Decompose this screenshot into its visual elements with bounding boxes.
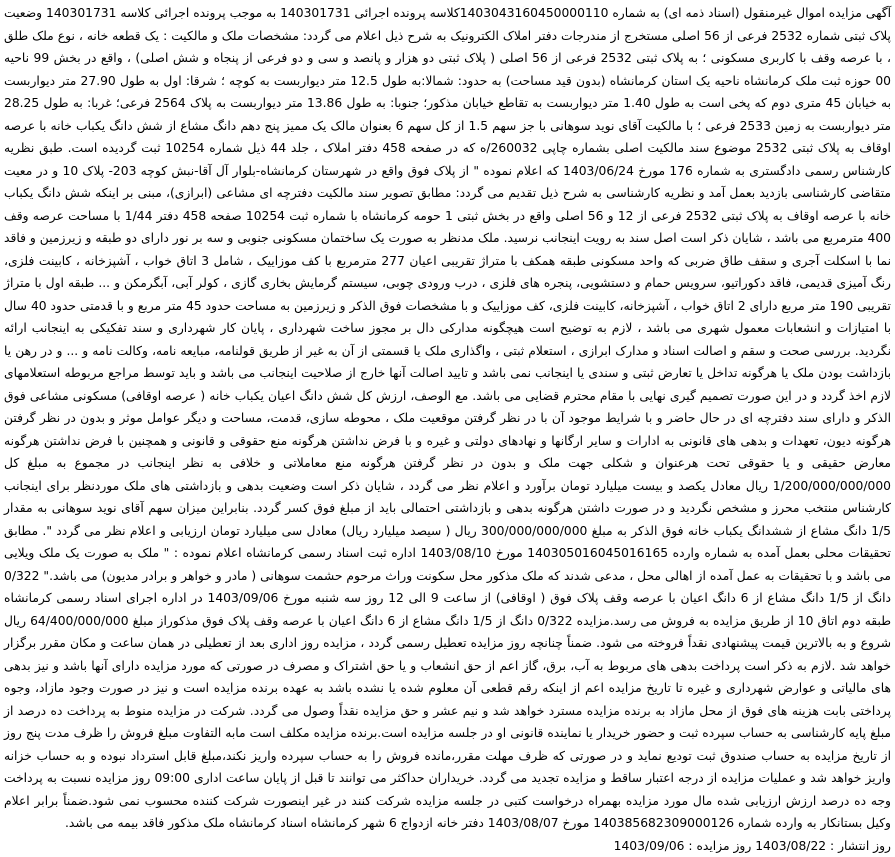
notice-body: آگهی مزایده اموال غیرمنقول (اسناد ذمه ای) به شماره 1403043160450000110کلاسه پرونده اجرائی 140301731 به موجب پرونده اجرائی کلاسه 140301731 وضعیت پلاک ثبتی شماره 2532 فرعی از 56 اصلی مستخرج از مندرجات دفتر املاک الکترونیک به شرح ذیل اعلام می گردد: مشخصات ملک و مالکیت : یک قطعه خانه ، نوع ملک طلق ، با عرصه وقف با کاربری مسکونی ؛ به پلاک ثبتی 2532 فرعی از 56 اصلی ( پلاک ثبتی دو هزار و پانصد و سی و دو فرعی از پنجاه و شش اصلی) ، واقع در بخش 99 ناحیه 00 حوزه ثبت ملک کرمانشاه ناحیه یک استان کرمانشاه (بدون قید مساحت) به حدود: شمالا:به طول 12.5 متر دیواربست به کوچه ؛ شرقا: اول به طول 27.90 متر دیواربست به خیابان 45 متری دوم که پخی است به طول 1.40 متر دیواربست به تقاطع خیابان مذکور؛ جنوبا: به طول 13.86 متر دیواربست به پلاک 2564 فرعی؛ غربا: به طول 28.25 متر دیواربست به زمین 2533 فرعی ؛ با مالکیت آقای نوید سوهانی با جز سهم 1.5 از کل سهم 6 بعنوان مالک یک ممیز پنج دهم دانگ مشاع از شش دانگ یکباب خانه با عرصه اوقاف به پلاک ثبتی 2532 موضوع سند مالکیت اصلی بشماره چاپی 260032/ه که در صفحه 458 دفتر املاک ، جلد 44 ذیل شماره 10254 ثبت گردیده است. طبق نظریه کارشناس رسمی دادگستری به شماره 176 مورخ 1403/06/24 که اعلام نموده " از پلاک فوق واقع در شهرستان کرمانشاه-بلوار آل آقا-نبش کوچه 203- پلاک 10 و در معیت متقاضی کارشناسی بازدید بعمل آمد و نظریه کارشناسی به شرح ذیل تقدیم می گردد: مطابق تصویر سند مالکیت دفترچه ای مشاعی (ابرازی)، مبنی بر اینکه شش دانگ یکباب خانه با عرصه اوقاف به پلاک ثبتی 2532 فرعی از 12 و 56 اصلی واقع در بخش ثبتی 1 حومه کرمانشاه با شماره ثبت 10254 صفحه 458 دفتر 1/44 با مساحت عرصه وقف 400 مترمربع می باشد ، شایان ذکر است اصل سند به رویت اینجانب نرسید. ملک مدنظر به صورت یک ساختمان مسکونی جنوبی و سه بر نور دارای دو طبقه و زیرزمین و فاقد نما با اسکلت آجری و سقف طاق ضربی که واحد مسکونی طبقه همکف با متراژ تقریبی اعیان 277 مترمربع با کف موزاییک ، شامل 3 اتاق خواب ، آشپزخانه ، کابینت فلزی، رنگ آمیزی قدیمی، فاقد دکوراتیو، سرویس حمام و دستشویی، پنجره های فلزی ، درب ورودی چوبی، سیستم گرمایش بخاری گازی ، کولر آبی، آبگرمکن و ... طبقه اول با متراژ تقریبی 190 متر مربع دارای 2 اتاق خواب ، آشپزخانه، کابینت فلزی، کف موزاییک و با مشخصات فوق الذکر و زیرزمین به مساحت حدود 45 متر مربع و با قدمتی حدود 40 سال با امتیازات و انشعابات معمول شهری می باشد ، لازم به توضیح است هیچگونه مدارکی دال بر مجوز ساخت شهرداری ، پایان کار شهرداری و سند تفکیکی به اینجانب ارائه نگردید. بررسی صحت و سقم و اصالت اسناد و مدارک ابرازی ، استعلام ثبتی ، واگذاری ملک یا قسمتی از آن به غیر از طریق قولنامه، مبایعه نامه، وکالت نامه و ... و در رهن یا بازداشت بودن ملک یا هرگونه تداخل یا تعارض ثبتی و سندی یا اینجانب نمی باشد و تایید اصالت آنها خارج از صلاحیت اینجانب می باشد و باید توسط مراجع مربوطه استعلامهای لازم اخذ گردد و در این صورت تصمیم گیری نهایی با مقام محترم قضایی می باشد. مع الوصف، ارزش کل شش دانگ اعیان یکباب خانه ( عرصه اوقافی) مسکونی مشاعی فوق الذکر و دارای سند دفترچه ای در حال حاضر و با شرایط موجود آن با در نظر گرفتن موقعیت ملک ، محوطه سازی، قدمت، مساحت و دیگر عوامل موثر و بدون در نظر گرفتن هرگونه دیون، تعهدات و بدهی های قانونی به ادارات و سایر ارگانها و نهادهای دولتی و غیره و با فرض نداشتن هرگونه منع حقوقی و قانونی و همچنین با فرض نداشتن هرگونه معارض حقیقی و یا حقوقی تحت هرعنوان و شکلی جهت ملک و بدون در نظر گرفتن هرگونه منع معاملاتی و خلافی به نظر اینجانب در مجموع به مبلغ کل 1/200/000/000/000 ریال معادل یکصد و بیست میلیارد تومان برآورد و اعلام نظر می گردد ، شایان ذکر است وضعیت بدهی و بازداشتی های ملک موردنظر برای اینجانب کارشناس منتخب محرز و مشخص نگردید و در صورت داشتن هرگونه بدهی و بازداشتی احتمالی باید از مبلغ فوق کسر گردد. بنابراین میزان سهم آقای نوید سوهانی به مقدار 1/5 دانگ مشاع از ششدانگ یکباب خانه فوق الذکر به مبلغ 300/000/000/000 ریال ( سیصد میلیارد ریال) معادل سی میلیارد تومان ارزیابی و اعلام نظر می گردد ". مطابق تحقیقات محلی بعمل آمده به شماره وارده 140305016045016165 مورخ 1403/08/10 اداره ثبت اسناد رسمی کرمانشاه اعلام نموده : " ملک به صورت یک ملک ویلایی می باشد و با تحقیقات به عمل آمده از اهالی محل ، مدعی شدند که ملک مذکور محل سکونت وراث مرحوم حشمت سوهانی ( مادر و خواهر و برادر مدیون) می باشد." 0/322 دانگ از 1/5 دانگ مشاع از 6 دانگ اعیان با عرصه وقف پلاک فوق ( اوقافی) از ساعت 9 الی 12 روز سه شنبه مورخ 1403/09/06 در اداره اجرای اسناد رسمی کرمانشاه طبقه دوم اتاق 10 از طریق مزایده به فروش می رسد.مزایده 0/322 دانگ از 1/5 دانگ مشاع از 6 دانگ اعیان با عرصه وقف پلاک فوق مذکوراز مبلغ 64/400/000/000 ریال شروع و به بالاترین قیمت پیشنهادی نقداً فروخته می شود. ضمناً چنانچه روز مزایده تعطیل رسمی گردد ، مزایده روز اداری بعد از تعطیلی در همان ساعت و مکان مقرر برگزار خواهد شد .لازم به ذکر است پرداخت بدهی های مربوط به آب، برق، گاز اعم از حق انشعاب و یا حق اشتراک و مصرف در صورتی که مورد مزایده دارای آنها باشد و نیز بدهی های مالیاتی و عوارض شهرداری و غیره تا تاریخ مزایده اعم از اینکه رقم قطعی آن معلوم شده یا نشده باشد به عهده برنده مزایده است و نیز در صورت وجود مازاد، وجوه پرداختی بابت هزینه های فوق از محل مازاد به برنده مزایده مسترد خواهد شد و نیم عشر و حق مزایده نقداً وصول می گردد. شرکت در مزایده منوط به پرداخت ده درصد از مبلغ پایه کارشناسی به حساب سپرده ثبت و حضور خریدار یا نماینده قانونی او در جلسه مزایده است.برنده مزایده مکلف است مابه التفاوت مبلغ فروش را ظرف مدت پنج روز از تاریخ مزایده به حساب صندوق ثبت تودیع نماید و در صورتی که ظرف مهلت مقرر،مانده فروش را به حساب سپرده واریز نکند،مبلغ قابل استرداد نبوده و به حساب خزانه واریز خواهد شد و عملیات مزایده از درجه اعتبار ساقط و مزایده تجدید می گردد. خریداران حداکثر می توانند تا قبل از پایان ساعت اداری 09:00 روز مزایده نسبت به پرداخت وجه ده درصد ارزش ارزیابی شده مال مورد مزایده بهمراه درخواست کتبی در جلسه مزایده شرکت کنند در غیر اینصورت شرکت کننده محسوب نمی شود.ضمناً برابر اعلام وکیل بستانکار به وارده شماره 140385682309000126 مورخ 1403/08/07 دفتر خانه ازدواج 6 شهر کرمانشاه اسناد کرمانشاه ملک مذکور فاقد بیمه می باشد.	[4, 2, 891, 835]
auction-notice	[4, 2, 891, 857]
notice-dates: روز انتشار : 1403/08/22 روز مزایده : 1403/09/06	[4, 835, 891, 857]
